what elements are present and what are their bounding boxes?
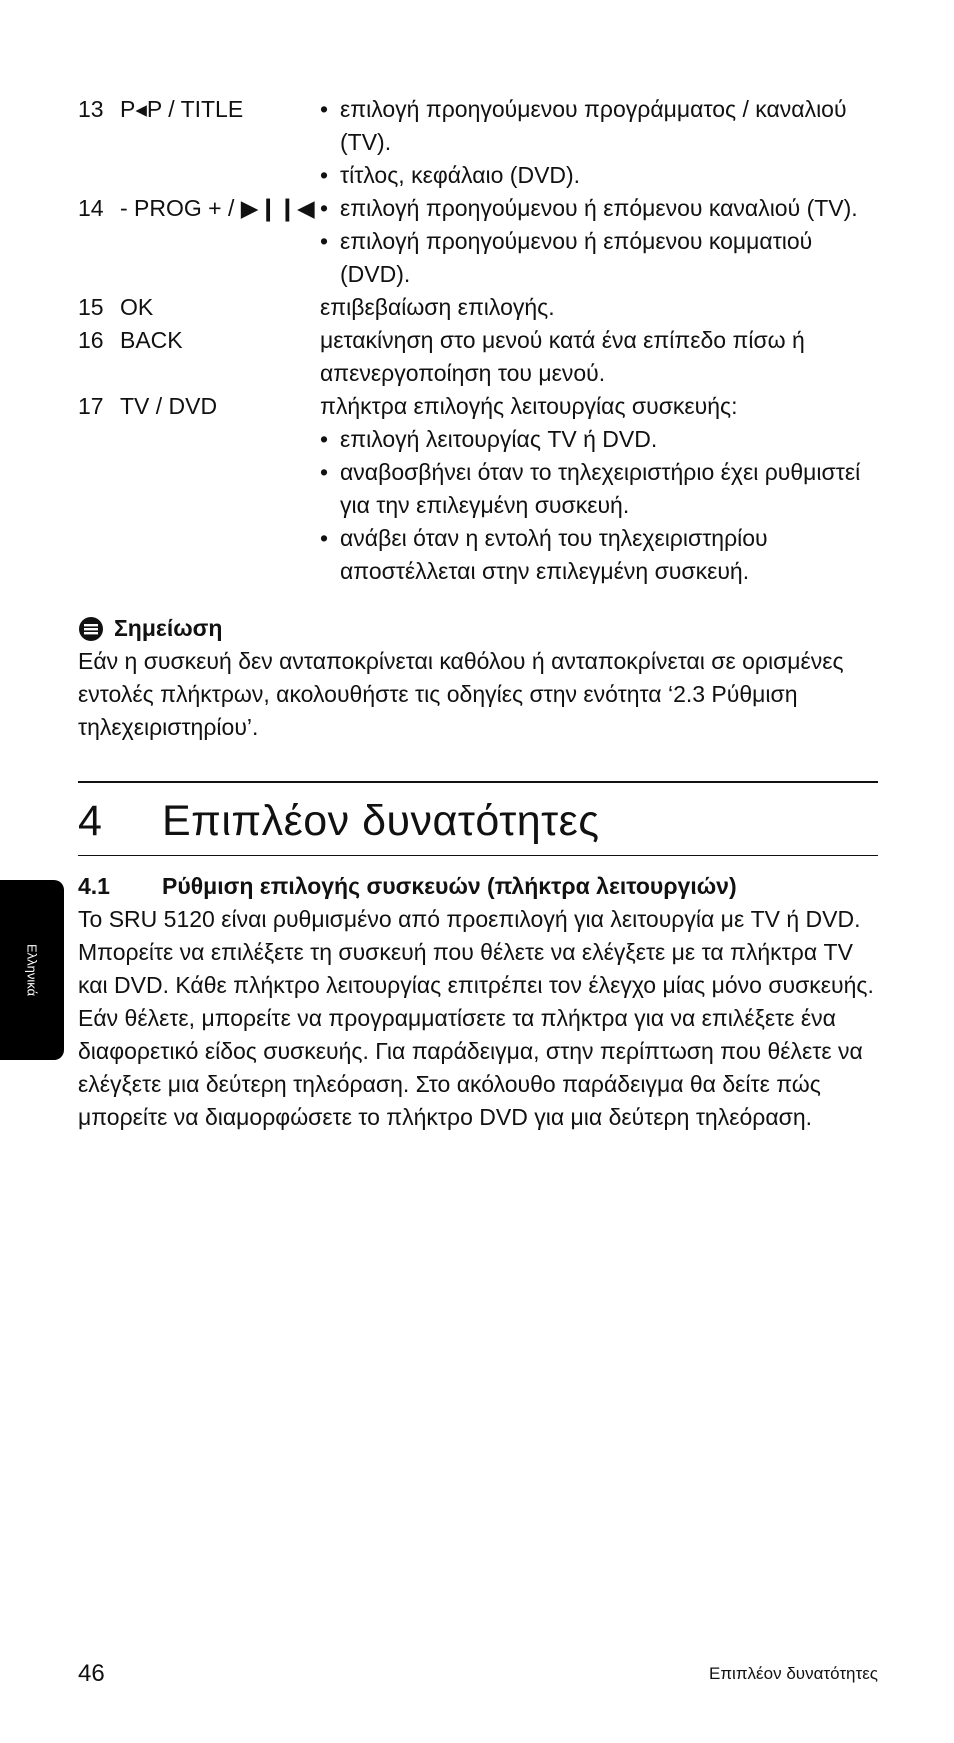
description-line: μετακίνηση στο μενού κατά ένα επίπεδο πίσω ή [320,327,805,353]
key-number: 16 [78,327,104,353]
key-description [320,324,878,390]
section-body [78,903,888,1134]
language-side-tab [0,880,64,1060]
description-line: πλήκτρα επιλογής λειτουργίας συσκευής: [320,393,738,419]
chapter-heading [78,790,878,852]
bullet-continuation: αποστέλλεται στην επιλεγμένη συσκευή. [340,558,750,584]
note-line: εντολές πλήκτρων, ακολουθήστε τις οδηγίες στην ενότητα ‘2.3 Ρύθμιση [78,681,798,707]
section-title: Ρύθμιση επιλογής συσκευών (πλήκτρα λειτουργιών) [162,873,737,899]
running-title: Επιπλέον δυνατότητες [708,1664,878,1683]
key-row [78,291,878,324]
page-number: 46 [78,1660,105,1687]
bullet-continuation: (TV). [340,129,392,155]
description-line: επιβεβαίωση επιλογής. [320,294,555,320]
bullet-dot: • [320,162,329,188]
key-name: TV / DVD [120,393,218,419]
bullet-text: τίτλος, κεφάλαιο (DVD). [340,162,581,188]
description-line: απενεργοποίηση του μενού. [320,360,606,386]
bullet-item [320,159,878,192]
key-number: 14 [78,195,104,221]
key-description [320,93,878,192]
bullet-dot: • [320,426,329,452]
chapter-rule-bottom [78,855,878,856]
section-line: Εάν θέλετε, μπορείτε να προγραμματίσετε τα πλήκτρα για να επιλέξετε ένα [78,1005,836,1031]
key-row [78,390,878,588]
bullet-dot: • [320,459,329,485]
note-icon [78,616,104,642]
key-name: P◂P / TITLE [120,96,244,122]
bullet-item [320,192,878,225]
note-body [78,645,878,744]
chapter-title: Επιπλέον δυνατότητες [162,796,600,845]
bullet-dot: • [320,228,329,254]
bullet-item [320,423,878,456]
section-line: Το SRU 5120 είναι ρυθμισμένο από προεπιλογή για λειτουργία με TV ή DVD. [78,906,861,932]
key-name: OK [120,294,154,320]
section-line: Μπορείτε να επιλέξετε τη συσκευή που θέλετε να ελέγξετε με τα πλήκτρα TV [78,939,853,965]
bullet-item [320,93,878,126]
bullet-continuation: (DVD). [340,261,411,287]
section-number: 4.1 [78,873,110,899]
key-number: 17 [78,393,104,419]
key-description [320,192,878,291]
chapter-number: 4 [78,796,103,845]
bullet-item [320,522,878,555]
section-line: μπορείτε να διαμορφώσετε το πλήκτρο DVD για μια δεύτερη τηλεόραση. [78,1104,813,1130]
bullet-dot: • [320,195,329,221]
key-number: 13 [78,96,104,122]
note-heading [78,612,878,645]
bullet-text: ανάβει όταν η εντολή του τηλεχειριστηρίου [340,525,768,551]
key-description [320,291,878,324]
bullet-dot: • [320,96,329,122]
bullet-item [320,225,878,258]
section-line: διαφορετικό είδος συσκευής. Για παράδειγμα, στην περίπτωση που θέλετε να [78,1038,863,1064]
bullet-text: αναβοσβήνει όταν το τηλεχειριστήριο έχει ρυθμιστεί [340,459,861,485]
key-name: BACK [120,327,183,353]
note-line: τηλεχειριστηρίου’. [78,714,259,740]
key-description [320,390,878,588]
bullet-text: επιλογή προηγούμενου προγράμματος / καναλιού [340,96,847,122]
section-line: και DVD. Κάθε πλήκτρο λειτουργίας επιτρέπει τον έλεγχο μίας μόνο συσκευής. [78,972,874,998]
bullet-text: επιλογή λειτουργίας TV ή DVD. [340,426,658,452]
key-number: 15 [78,294,104,320]
key-name: - PROG + / ▶❙❙◀ [120,195,315,221]
note-title: Σημείωση [114,615,223,641]
key-row [78,93,878,192]
bullet-text: επιλογή προηγούμενου ή επόμενου κομματιού [340,228,813,254]
bullet-dot: • [320,525,329,551]
bullet-item [320,456,878,489]
chapter-rule-top [78,781,878,783]
language-tab-label: Ελληνικά [24,943,40,997]
section-line: ελέγξετε μια δεύτερη τηλεόραση. Στο ακόλουθο παράδειγμα θα δείτε πώς [78,1071,821,1097]
section-heading [78,870,888,903]
section-block [78,870,888,1134]
key-function-list [78,93,878,588]
key-row [78,192,878,291]
note-block [78,612,878,744]
bullet-continuation: για την επιλεγμένη συσκευή. [340,492,630,518]
bullet-text: επιλογή προηγούμενου ή επόμενου καναλιού (TV). [340,195,858,221]
note-line: Εάν η συσκευή δεν ανταποκρίνεται καθόλου ή ανταποκρίνεται σε ορισμένες [78,648,844,674]
key-row [78,324,878,390]
